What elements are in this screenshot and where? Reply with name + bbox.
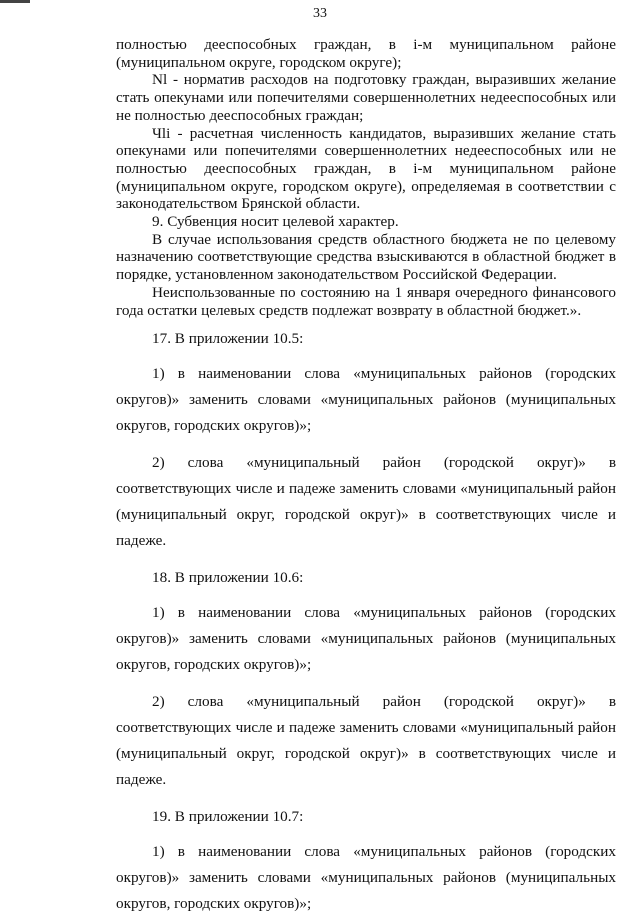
list-item: 1) в наименовании слова «муниципальных районов (городских округов)» заменить словами «муниципальных районов (муниципальных округов, городских округов)»; — [116, 843, 616, 912]
paragraph: 9. Субвенция носит целевой характер. — [152, 213, 399, 231]
section-heading: 19. В приложении 10.7: — [152, 808, 304, 825]
scan-corner-mark — [0, 0, 30, 3]
document-body-amendments — [116, 326, 616, 917]
paragraph: Nl - норматив расходов на подготовку граждан, выразивших желание стать опекунами или попечителями совершеннолетних недееспособных или не полностью дееспособных граждан; — [116, 71, 616, 124]
list-item: 2) слова «муниципальный район (городской округ)» в соответствующих числе и падеже заменить словами «муниципальный район (муниципальный округ, городской округ)» в соответствующих числе и падеже. — [116, 693, 616, 788]
section-heading: 18. В приложении 10.6: — [152, 569, 304, 586]
page-number: 33 — [313, 6, 327, 21]
paragraph: полностью дееспособных граждан, в i-м муниципальном районе (муниципальном округе, городском округе); — [116, 36, 616, 71]
paragraph: Неиспользованные по состоянию на 1 января очередного финансового года остатки целевых средств подлежат возврату в областной бюджет.». — [116, 283, 616, 319]
list-item: 2) слова «муниципальный район (городской округ)» в соответствующих числе и падеже заменить словами «муниципальный район (муниципальный округ, городской округ)» в соответствующих числе и падеже. — [116, 454, 616, 549]
document-body-dense — [116, 36, 616, 319]
paragraph: Чli - расчетная численность кандидатов, выразивших желание стать опекунами или попечителями совершеннолетних недееспособных или не полностью дееспособных граждан, в i-м муниципальном районе (муниципальном округе, городском округе), определяемая в соответствии с законодательством Брянской области. — [116, 124, 616, 213]
paragraph: В случае использования средств областного бюджета не по целевому назначению соответствующие средства взыскиваются в областной бюджет в порядке, установленном законодательством Российской Федерации. — [116, 230, 616, 284]
list-item: 1) в наименовании слова «муниципальных районов (городских округов)» заменить словами «муниципальных районов (муниципальных округов, городских округов)»; — [116, 604, 616, 673]
section-heading: 17. В приложении 10.5: — [152, 330, 304, 347]
list-item: 1) в наименовании слова «муниципальных районов (городских округов)» заменить словами «муниципальных районов (муниципальных округов, городских округов)»; — [116, 365, 616, 434]
